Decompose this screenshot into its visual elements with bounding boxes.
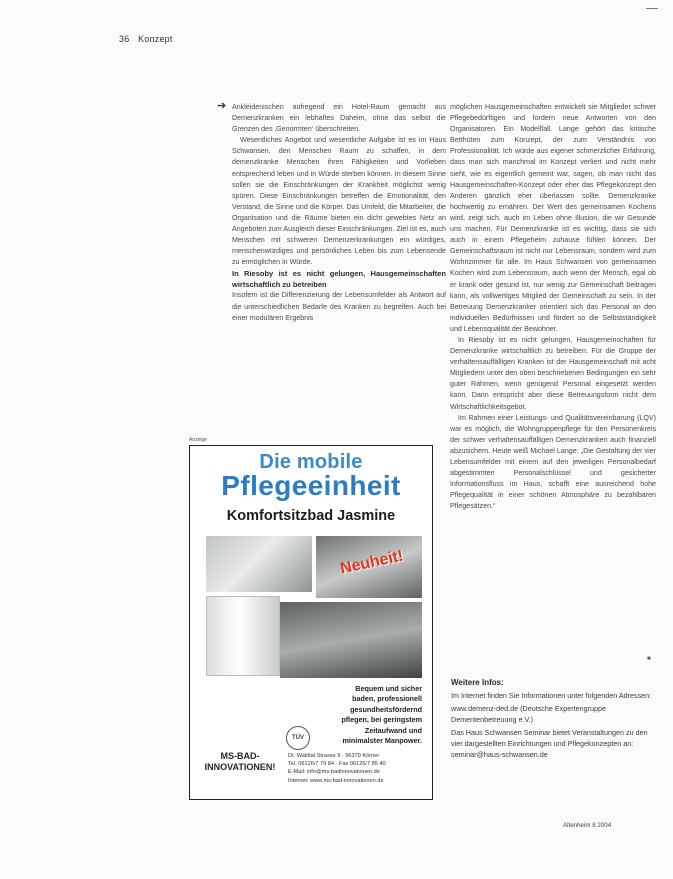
ad-description-line: gesundheitsfördernd bbox=[350, 704, 422, 714]
ad-badge-new: Neuheit! bbox=[338, 547, 405, 578]
ad-title-line2: Pflegeeinheit bbox=[221, 470, 401, 501]
left-paragraph-3: Insofern ist die Differenzierung der Lebensumfelder als Antwort auf die unterschiedlichen Bedarfe des Kranken zu begreifen. Auch bei einer modulären Ergebnis bbox=[232, 291, 446, 322]
ad-contact-info bbox=[288, 752, 430, 785]
info-link-line[interactable]: www.demenz-ded.de (Deutsche Expertengruppe Dementenbetreuung e.V.) bbox=[451, 703, 607, 724]
page-footer: Altenheim 8 2004 bbox=[563, 822, 612, 829]
left-paragraph-2: Wesentliches Angebot und wesentliche Aufgabe ist es im Haus Schwansen, den Menschen Raum zu schaffen, in dem demenzkranke Menschen ihren Fähigkeiten und Vorlieben entsprechend leben und in Würde sterben können. In diesem Sinne sollen sie die Einschränkungen der Krankheit möglichst wenig spüren. Diese Einschränkungen betreffen die Emotionalität, den Verstand, die Sinne und die Körper. Das Umfeld, die Mitarbeiter, die Organisation und die Räume bieten ein dicht gewebtes Netz an Angeboten zum Ausgleich dieser Einschränkungen. Ziel ist es, auch Menschen mit schweren Demenzerkrankungen ein würdiges, menschenwürdiges und persönliches Leben bis zum Lebensende zu ermöglichen in Würde. bbox=[232, 136, 446, 267]
advertisement bbox=[189, 445, 433, 800]
left-column bbox=[217, 100, 446, 324]
left-paragraph-1: Ankleidenischen aufregend ein Hotel-Raum gemacht aus Demenzkranken ein lebhaftes Daheim, ohne das selbst die Grenzen des ‚Genormten‘ überschreiten. bbox=[232, 103, 446, 134]
left-subhead: In Riesoby ist es nicht gelungen, Hausgemeinschaften wirtschaftlich zu betreiben bbox=[232, 269, 446, 290]
right-column bbox=[450, 102, 656, 512]
ad-logo-line1: MS-BAD- bbox=[220, 751, 260, 761]
ad-description-line: minimalster Manpower. bbox=[342, 736, 422, 746]
certification-seal-icon: TÜV bbox=[286, 726, 310, 750]
end-mark: ■ bbox=[647, 656, 651, 662]
ad-description-line: baden, professionell bbox=[352, 694, 422, 704]
ad-photo-tub-in-use bbox=[280, 602, 422, 678]
ad-company-logo bbox=[198, 751, 282, 773]
ad-description-line: Bequem und sicher bbox=[355, 684, 422, 693]
ad-photo-tub-front bbox=[206, 596, 280, 676]
arrow-icon: ➔ bbox=[217, 100, 227, 112]
ad-description bbox=[308, 684, 422, 746]
ad-contact-line: Internet: www.ms-bad-innovationen.de bbox=[288, 777, 384, 784]
info-heading: Weitere Infos: bbox=[451, 678, 504, 687]
right-paragraph-1: möglichen Hausgemeinschaften entwickelt sie Mitglieder schwer Pflegebedürftigen und fordern neue Antworten von den Organisatoren. Ein Modellfall. Lange gehört das kritische Betthüten zum Konzept, der zum Verständnis von Professionalität. Ich würde aus eigener schmerzlicher Erfahrung, dass man sich manchmal im Konzept verliert und nicht mehr sieht, wie es eigentlich gemeint war, sagen, ob man nicht das Hausgemeinschaften-Konzept oder eher das Pflegekonzept den Anderen gänzlich eher überlassen sollte. Demenzkranke hochwertig zu ernähren. Der Wert des gemeinsamen Kochens wird, zeigt sich, auch im Leben ohne Illusion, die wir Gesunde uns machen. Für Demenzkranke ist es wichtig, dass sie sich auch in einem Pflegeheim zuhause fühlen können. Der Gemeinschaftsraum ist nicht nur Lebensraum, sondern wird zum Wohnzimmer für alle. Im Haus Schwansen von gemeinsamen Kochen wird zum Lebensraum, auch wenn der Mensch, egal ob er krank oder gesund ist, nur wenig zur Gemeinschaft beitragen kann, als vollwertiges Mitglied der Gemeinschaft zu sein. In der Betreuung Demenzkranker orientiert sich das Personal an den individuellen Bedürfnissen und fördert so die Selbstständigkeit und Lebensqualität der Bewohner. bbox=[450, 103, 656, 333]
ad-title-line1: Die mobile bbox=[259, 451, 363, 473]
page-header bbox=[119, 34, 173, 44]
ad-logo-line2: INNOVATIONEN! bbox=[204, 762, 276, 772]
section-title: Konzept bbox=[138, 34, 173, 44]
ad-contact-line: E-Mail: info@ms-badinnovationen.de bbox=[288, 769, 380, 776]
ad-contact-line: Dr. Waldtal Strasse 9 · 96379 Körner bbox=[288, 753, 380, 759]
corner-mark bbox=[646, 8, 658, 9]
info-box bbox=[451, 677, 657, 762]
ad-label: Anzeige bbox=[189, 437, 208, 443]
ad-contact-line: Tel. 06126/7 79 84 · Fax 06126/7 85 40 bbox=[288, 761, 386, 768]
ad-description-line: pflegen, bei geringstem bbox=[341, 715, 422, 725]
ad-photo-bathtub bbox=[206, 536, 312, 592]
info-line: Das Haus Schwansen Seminar bietet Veranstaltungen zu den vier dargestellten Einrichtungen und Pflegekonzepten an: seminar@haus-schwansen.de bbox=[451, 727, 648, 759]
ad-subtitle: Komfortsitzbad Jasmine bbox=[226, 508, 396, 524]
ad-description-line: Zeitaufwand und bbox=[364, 725, 422, 735]
page-number: 36 bbox=[119, 34, 130, 44]
info-line: Im Internet finden Sie Informationen unter folgenden Adressen: bbox=[451, 691, 652, 700]
right-paragraph-3: Im Rahmen einer Leistungs- und Qualitätsvereinbarung (LQV) war es möglich, die Wohngruppenpflege für den Personenkreis der schwer verhaltensauffälligen Demenzkranken auch finanziell abzusichern. Heute weiß Michael Lange: „Die Gestaltung der vier Lebensumfelder mit einem auf den jeweiligen Personalbedarf abgestimmten Personalschlüssel und gesicherter Informationsfluss im Haus, schafft eine ausreichend hohe Pflegequalität in einer schönen Atmosphäre zu bezahlbaren Pflegesätzen.“ bbox=[450, 413, 656, 511]
right-paragraph-2: In Riesoby ist es nicht gelungen, Hausgemeinschaften für Demenzkranke wirtschaftlich zu betreiben. Für die Gruppe der verhaltensauffälligen Kranken ist der Hausgemeinschaft mit acht Mitgliedern unter den oben beschriebenen Bedingungen ein sehr guter Rahmen, wenn genügend Personal eingesetzt werden kann. Dann entspricht aber diese Betreuungsform nicht dem Wirtschaftlichkeitsgebot. bbox=[450, 335, 656, 411]
